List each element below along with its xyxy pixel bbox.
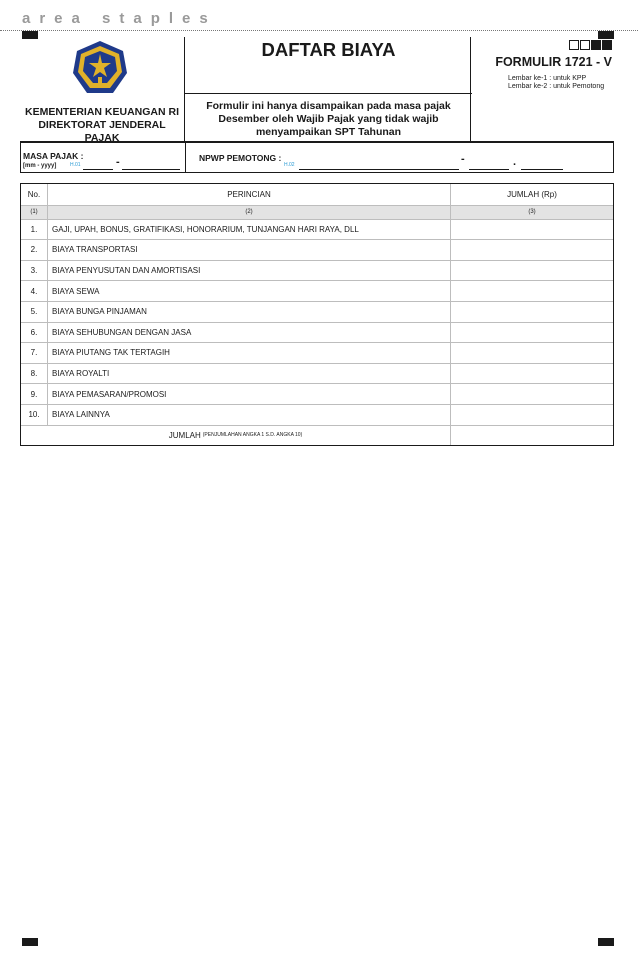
table-row: [21, 342, 613, 363]
row-description: BIAYA TRANSPORTASI: [48, 240, 451, 260]
row-description: BIAYA PENYUSUTAN DAN AMORTISASI: [48, 261, 451, 281]
table-column-number-row: [21, 205, 613, 219]
row-description: BIAYA ROYALTI: [48, 364, 451, 384]
total-label-cell: [21, 426, 451, 446]
ministry-line-2: DIREKTORAT JENDERAL PAJAK: [38, 119, 166, 144]
row-description: BIAYA BUNGA PINJAMAN: [48, 302, 451, 322]
table-row: [21, 322, 613, 343]
table-row: [21, 404, 613, 425]
tax-period-year-field[interactable]: [122, 169, 180, 170]
header-jumlah: JUMLAH (Rp): [507, 189, 557, 199]
title-section: [184, 37, 471, 142]
header-no: No.: [21, 184, 48, 205]
ministry-logo-icon: [71, 39, 129, 97]
table-total-row: [21, 425, 613, 446]
sheet-square-icon: [580, 40, 590, 50]
tax-period-code: H.01: [70, 162, 81, 168]
row-amount-field[interactable]: [451, 220, 613, 240]
cost-table: [20, 183, 614, 446]
table-row: [21, 383, 613, 404]
table-row: [21, 301, 613, 322]
table-row: [21, 363, 613, 384]
column-number-3: (3): [528, 209, 536, 216]
table-row: [21, 219, 613, 240]
sheet-1-note: Lembar ke-1 : untuk KPP: [508, 75, 587, 82]
table-header-row: [21, 184, 613, 205]
row-number: 3.: [21, 261, 48, 281]
row-amount-field[interactable]: [451, 384, 613, 404]
header-perincian: PERINCIAN: [48, 184, 451, 205]
row-description: BIAYA LAINNYA: [48, 405, 451, 425]
row-amount-field[interactable]: [451, 302, 613, 322]
form-header: [20, 37, 614, 142]
ministry-name: [20, 106, 184, 145]
row-description: BIAYA SEWA: [48, 281, 451, 301]
column-number-1: (1): [21, 206, 48, 219]
tax-period-month-field[interactable]: [83, 169, 113, 170]
row-amount-field[interactable]: [451, 240, 613, 260]
npwp-code: H.02: [284, 162, 295, 168]
npwp-field-branch[interactable]: [469, 169, 509, 170]
row-description: BIAYA PIUTANG TAK TERTAGIH: [48, 343, 451, 363]
tax-period-format: [mm - yyyy]: [23, 163, 57, 169]
total-note: (PENJUMLAHAN ANGKA 1 S.D. ANGKA 10): [202, 432, 303, 439]
row-description: GAJI, UPAH, BONUS, GRATIFIKASI, HONORARIUM, TUNJANGAN HARI RAYA, DLL: [48, 220, 451, 240]
form-notice: Formulir ini hanya disampaikan pada masa pajak Desember oleh Wajib Pajak yang tidak wajib menyampaikan SPT Tahunan: [206, 100, 451, 138]
npwp-field-main[interactable]: [299, 169, 459, 170]
row-amount-field[interactable]: [451, 261, 613, 281]
sheet-squares: [569, 40, 612, 50]
ministry-section: [20, 37, 184, 142]
row-number: 2.: [21, 240, 48, 260]
table-row: [21, 260, 613, 281]
row-amount-field[interactable]: [451, 405, 613, 425]
form-title: DAFTAR BIAYA: [261, 39, 396, 60]
column-number-2: (2): [48, 206, 451, 219]
table-row: [21, 239, 613, 260]
info-row: [20, 142, 614, 173]
sheet-square-icon: [569, 40, 579, 50]
npwp-separator-2: .: [513, 156, 517, 168]
npwp-label: NPWP PEMOTONG :: [199, 153, 282, 163]
row-number: 6.: [21, 323, 48, 343]
info-row-divider: [185, 143, 186, 172]
row-number: 1.: [21, 220, 48, 240]
npwp-field-suffix[interactable]: [521, 169, 563, 170]
sheet-square-filled-icon: [602, 40, 612, 50]
corner-mark-bottom-right: [598, 938, 614, 946]
form-code: FORMULIR 1721 - V: [495, 55, 612, 69]
sheet-2-note: Lembar ke-2 : untuk Pemotong: [508, 83, 605, 90]
row-amount-field[interactable]: [451, 323, 613, 343]
row-amount-field[interactable]: [451, 364, 613, 384]
row-description: BIAYA PEMASARAN/PROMOSI: [48, 384, 451, 404]
form-code-section: [471, 37, 614, 142]
title-box: [185, 37, 472, 94]
tax-period-label: MASA PAJAK :: [23, 151, 84, 161]
tax-period-separator: -: [116, 156, 120, 168]
table-row: [21, 280, 613, 301]
corner-mark-bottom-left: [22, 938, 38, 946]
row-number: 5.: [21, 302, 48, 322]
sheet-square-filled-icon: [591, 40, 601, 50]
row-number: 7.: [21, 343, 48, 363]
total-amount-field[interactable]: [451, 426, 613, 446]
row-number: 10.: [21, 405, 48, 425]
total-label: JUMLAH: [168, 430, 201, 440]
row-amount-field[interactable]: [451, 343, 613, 363]
ministry-line-1: KEMENTERIAN KEUANGAN RI: [24, 106, 179, 118]
row-description: BIAYA SEHUBUNGAN DENGAN JASA: [48, 323, 451, 343]
row-number: 8.: [21, 364, 48, 384]
sheet-distribution: [508, 75, 604, 91]
row-amount-field[interactable]: [451, 281, 613, 301]
staples-label: area staples: [22, 10, 217, 27]
staples-dotted-line: [0, 30, 638, 31]
row-number: 9.: [21, 384, 48, 404]
npwp-separator-1: -: [461, 153, 465, 165]
row-number: 4.: [21, 281, 48, 301]
